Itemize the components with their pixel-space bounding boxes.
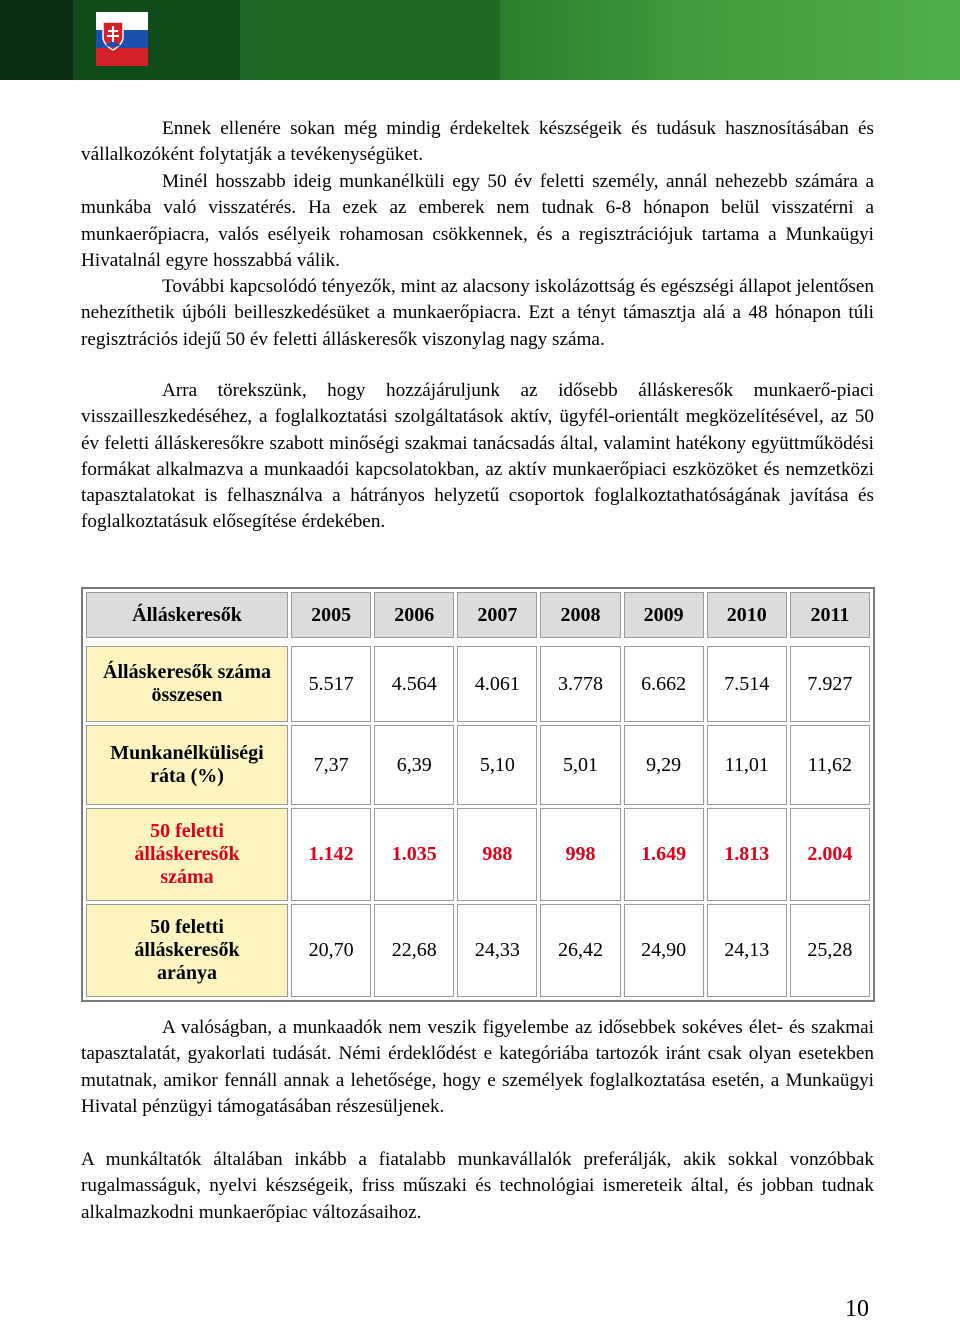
coat-of-arms-icon xyxy=(102,21,124,51)
table-header-cell: 2006 xyxy=(374,592,454,638)
paragraph-6: A munkáltatók általában inkább a fiatalabb munkavállalók preferálják, akik sokkal vonzóbbak rugalmasságuk, nyelvi készségeik, friss műszaki és technológiai ismereteik által, és jobban tudnak alkalmazkodni munkaerőpiac változásaihoz. xyxy=(81,1149,874,1223)
table-cell: 6.662 xyxy=(624,646,704,722)
header-segment xyxy=(500,0,960,80)
jobseekers-table xyxy=(82,587,874,1002)
row-label: 50 feletti álláskeresők száma xyxy=(86,808,288,901)
table-cell: 9,29 xyxy=(624,725,704,805)
table-cell: 7.514 xyxy=(707,646,787,722)
table-cell: 11,62 xyxy=(790,725,870,805)
table-cell: 5,10 xyxy=(457,725,537,805)
header-segment xyxy=(0,0,73,80)
table-header-cell: 2010 xyxy=(707,592,787,638)
table-cell: 20,70 xyxy=(291,904,371,997)
table-cell: 24,13 xyxy=(707,904,787,997)
table-row xyxy=(86,808,870,901)
table-cell: 988 xyxy=(457,808,537,901)
table-header-cell: Álláskeresők xyxy=(86,592,288,638)
header-segment xyxy=(240,0,500,80)
slovakia-flag-icon xyxy=(96,12,148,66)
paragraph-1: Ennek ellenére sokan még mindig érdekeltek készségeik és tudásuk hasznosításában és vállalkozóként folytatják a tevékenységüket. xyxy=(81,118,874,166)
table-cell: 7,37 xyxy=(291,725,371,805)
table-row xyxy=(86,646,870,722)
row-label: 50 feletti álláskeresők aránya xyxy=(86,904,288,997)
table-row xyxy=(86,904,870,997)
table-cell: 26,42 xyxy=(540,904,620,997)
table-header-cell: 2009 xyxy=(624,592,704,638)
table-cell: 5,01 xyxy=(540,725,620,805)
paragraph-3: További kapcsolódó tényezők, mint az alacsony iskolázottság és egészségi állapot jelentősen nehezíthetik újbóli beilleszkedésüket a munkaerőpiacra. Ezt a tényt támasztja alá a 48 hónapon túli regisztrációs idejű 50 év feletti álláskeresők viszonylag nagy száma. xyxy=(81,276,874,350)
table-cell: 998 xyxy=(540,808,620,901)
table-cell: 4.564 xyxy=(374,646,454,722)
table-header-cell: 2007 xyxy=(457,592,537,638)
row-label: Álláskeresők száma összesen xyxy=(86,646,288,722)
table-cell: 7.927 xyxy=(790,646,870,722)
header-band xyxy=(0,0,960,80)
table-cell: 24,33 xyxy=(457,904,537,997)
table-cell: 1.142 xyxy=(291,808,371,901)
table-cell: 4.061 xyxy=(457,646,537,722)
paragraph-5: A valóságban, a munkaadók nem veszik figyelembe az idősebbek sokéves élet- és szakmai tapasztalatát, gyakorlati tudását. Némi érdeklődést e kategóriába tartozók iránt csak olyan esetekben mutatnak, amikor fennáll annak a lehetősége, hogy e személyek foglalkoztatása esetén, a Munkaügyi Hivatal pénzügyi támogatásában részesüljenek. xyxy=(81,1017,874,1117)
paragraph-2: Minél hosszabb ideig munkanélküli egy 50 év feletti személy, annál nehezebb számára a munkába való visszatérés. Ha ezek az emberek nem tudnak 6-8 hónapon belül visszatérni a munkaerőpiacra, valós esélyeik rohamosan csökkennek, és a regisztrációjuk tartama a Munkaügyi Hivatalnál egyre hosszabbá válik. xyxy=(81,171,874,271)
table-cell: 11,01 xyxy=(707,725,787,805)
table-cell: 1.035 xyxy=(374,808,454,901)
table-cell: 5.517 xyxy=(291,646,371,722)
header-segment xyxy=(73,0,240,80)
table-cell: 6,39 xyxy=(374,725,454,805)
table-row xyxy=(86,725,870,805)
paragraph-4: Arra törekszünk, hogy hozzájáruljunk az idősebb álláskeresők munkaerő-piaci visszailleszkedéséhez, a foglalkoztatási szolgáltatások aktív, ügyfél-orientált megközelítésével, az 50 év feletti álláskeresőkre szabott minőségi szakmai tanácsadás által, valamint hatékony együttműködési formákat alkalmazva a munkaadói kapcsolatokban, az aktív munkaerőpiaci eszközöket és nemzetközi tapasztalatokat is felhasználva a hátrányos helyzetű csoportok foglalkoztathatóságának javítása és foglalkoztatásuk elősegítése érdekében. xyxy=(81,380,874,533)
page-number: 10 xyxy=(845,1296,869,1322)
table-cell: 1.649 xyxy=(624,808,704,901)
table-cell: 24,90 xyxy=(624,904,704,997)
row-label: Munkanélküliségi ráta (%) xyxy=(86,725,288,805)
table-cell: 2.004 xyxy=(790,808,870,901)
table-cell: 1.813 xyxy=(707,808,787,901)
table-cell: 3.778 xyxy=(540,646,620,722)
table-header-cell: 2008 xyxy=(540,592,620,638)
table-header-cell: 2011 xyxy=(790,592,870,638)
table-cell: 22,68 xyxy=(374,904,454,997)
table-header-cell: 2005 xyxy=(291,592,371,638)
table-cell: 25,28 xyxy=(790,904,870,997)
